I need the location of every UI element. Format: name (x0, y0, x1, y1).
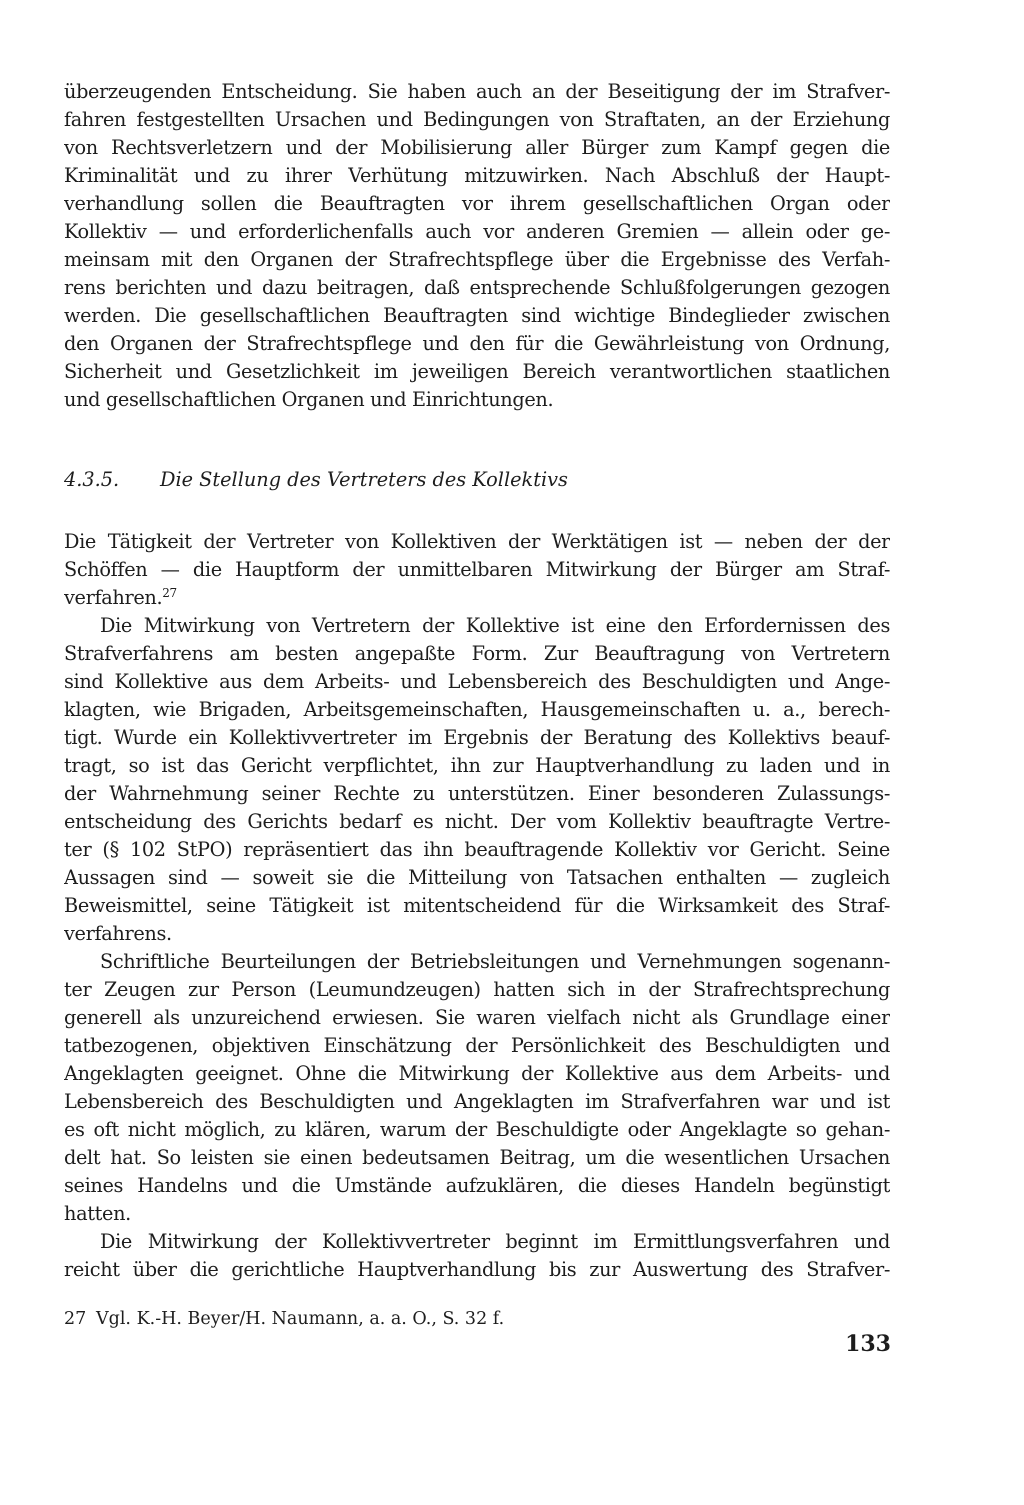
text-line: Kollektiv — und erforderlichenfalls auch vor anderen Gremien — allein oder ge- (64, 220, 890, 243)
text-line: Beweismittel, seine Tätigkeit ist mitentscheidend für die Wirksamkeit des Straf- (64, 894, 890, 917)
text-line: es oft nicht möglich, zu klären, warum der Beschuldigte oder Angeklagte so gehan- (64, 1118, 890, 1141)
section-number: 4.3.5. (64, 468, 120, 491)
text-fragment: verfahren. (64, 586, 163, 609)
text-line: tragt, so ist das Gericht verpflichtet, ihn zur Hauptverhandlung zu laden und in (64, 754, 890, 777)
text-line: Schriftliche Beurteilungen der Betriebsleitungen und Vernehmungen sogenann- (100, 950, 890, 973)
text-line: tigt. Wurde ein Kollektivvertreter im Ergebnis der Beratung des Kollektivs beauf- (64, 726, 890, 749)
text-line: meinsam mit den Organen der Strafrechtspflege über die Ergebnisse des Verfah- (64, 248, 890, 271)
paragraph-continuation (64, 78, 890, 414)
text-line: klagten, wie Brigaden, Arbeitsgemeinschaften, Hausgemeinschaften u. a., berech- (64, 698, 890, 721)
section-title: Die Stellung des Vertreters des Kollektivs (160, 468, 568, 491)
paragraph-participation (64, 612, 890, 948)
page-number: 133 (845, 1331, 891, 1357)
text-line: Die Mitwirkung von Vertretern der Kollektive ist eine den Erfordernissen des (100, 614, 890, 637)
text-line: verhandlung sollen die Beauftragten vor ihrem gesellschaftlichen Organ oder (64, 192, 890, 215)
text-line: und gesellschaftlichen Organen und Einrichtungen. (64, 388, 554, 411)
text-line: ter (§ 102 StPO) repräsentiert das ihn beauftragende Kollektiv vor Gericht. Seine (64, 838, 890, 861)
paragraph-assessments (64, 948, 890, 1228)
page-body (64, 78, 890, 1332)
text-line: werden. Die gesellschaftlichen Beauftragten sind wichtige Bindeglieder zwischen (64, 304, 890, 327)
text-line: Schöffen — die Hauptform der unmittelbaren Mitwirkung der Bürger am Straf- (64, 558, 890, 581)
text-line: generell als unzureichend erwiesen. Sie waren vielfach nicht als Grundlage einer (64, 1006, 890, 1029)
text-line: rens berichten und dazu beitragen, daß entsprechende Schlußfolgerungen gezogen (64, 276, 890, 299)
text-line: Strafverfahrens am besten angepaßte Form. Zur Beauftragung von Vertretern (64, 642, 890, 665)
text-line: Lebensbereich des Beschuldigten und Angeklagten im Strafverfahren war und ist (64, 1090, 890, 1113)
paragraph-procedure (64, 1228, 890, 1284)
footnote-text: Vgl. K.-H. Beyer/H. Naumann, a. a. O., S. 32 f. (96, 1309, 505, 1329)
footnote (64, 1306, 890, 1332)
text-line: Die Tätigkeit der Vertreter von Kollektiven der Werktätigen ist — neben der der (64, 530, 890, 553)
text-line: der Wahrnehmung seiner Rechte zu unterstützen. Einer besonderen Zulassungs- (64, 782, 890, 805)
text-line: Kriminalität und zu ihrer Verhütung mitzuwirken. Nach Abschluß der Haupt- (64, 164, 890, 187)
text-line: fahren festgestellten Ursachen und Bedingungen von Straftaten, an der Erziehung (64, 108, 890, 131)
footnote-number: 27 (64, 1309, 87, 1329)
text-line: delt hat. So leisten sie einen bedeutsamen Beitrag, um die wesentlichen Ursachen (64, 1146, 890, 1169)
text-line: von Rechtsverletzern und der Mobilisierung aller Bürger zum Kampf gegen die (64, 136, 890, 159)
text-line: entscheidung des Gerichts bedarf es nicht. Der vom Kollektiv beauftragte Vertre- (64, 810, 890, 833)
text-line: seines Handelns und die Umstände aufzuklären, die dieses Handeln begünstigt (64, 1174, 890, 1197)
text-line: den Organen der Strafrechtspflege und den für die Gewährleistung von Ordnung, (64, 332, 890, 355)
text-line: reicht über die gerichtliche Hauptverhandlung bis zur Auswertung des Strafver- (64, 1258, 890, 1281)
footnote-reference: 27 (162, 586, 177, 600)
text-line: tatbezogenen, objektiven Einschätzung der Persönlichkeit des Beschuldigten und (64, 1034, 890, 1057)
paragraph-intro (64, 528, 890, 612)
text-line: ter Zeugen zur Person (Leumundzeugen) hatten sich in der Strafrechtsprechung (64, 978, 890, 1001)
text-line (64, 584, 890, 612)
text-line: Angeklagten geeignet. Ohne die Mitwirkung der Kollektive aus dem Arbeits- und (64, 1062, 890, 1085)
text-line: Die Mitwirkung der Kollektivvertreter beginnt im Ermittlungsverfahren und (100, 1230, 890, 1253)
text-line: hatten. (64, 1202, 131, 1225)
text-line: Aussagen sind — soweit sie die Mitteilung von Tatsachen enthalten — zugleich (64, 866, 890, 889)
text-line: überzeugenden Entscheidung. Sie haben auch an der Beseitigung der im Strafver- (64, 80, 890, 103)
section-heading (64, 466, 890, 494)
text-line: Sicherheit und Gesetzlichkeit im jeweiligen Bereich verantwortlichen staatlichen (64, 360, 890, 383)
text-line: sind Kollektive aus dem Arbeits- und Lebensbereich des Beschuldigten und Ange- (64, 670, 890, 693)
text-line: verfahrens. (64, 922, 172, 945)
